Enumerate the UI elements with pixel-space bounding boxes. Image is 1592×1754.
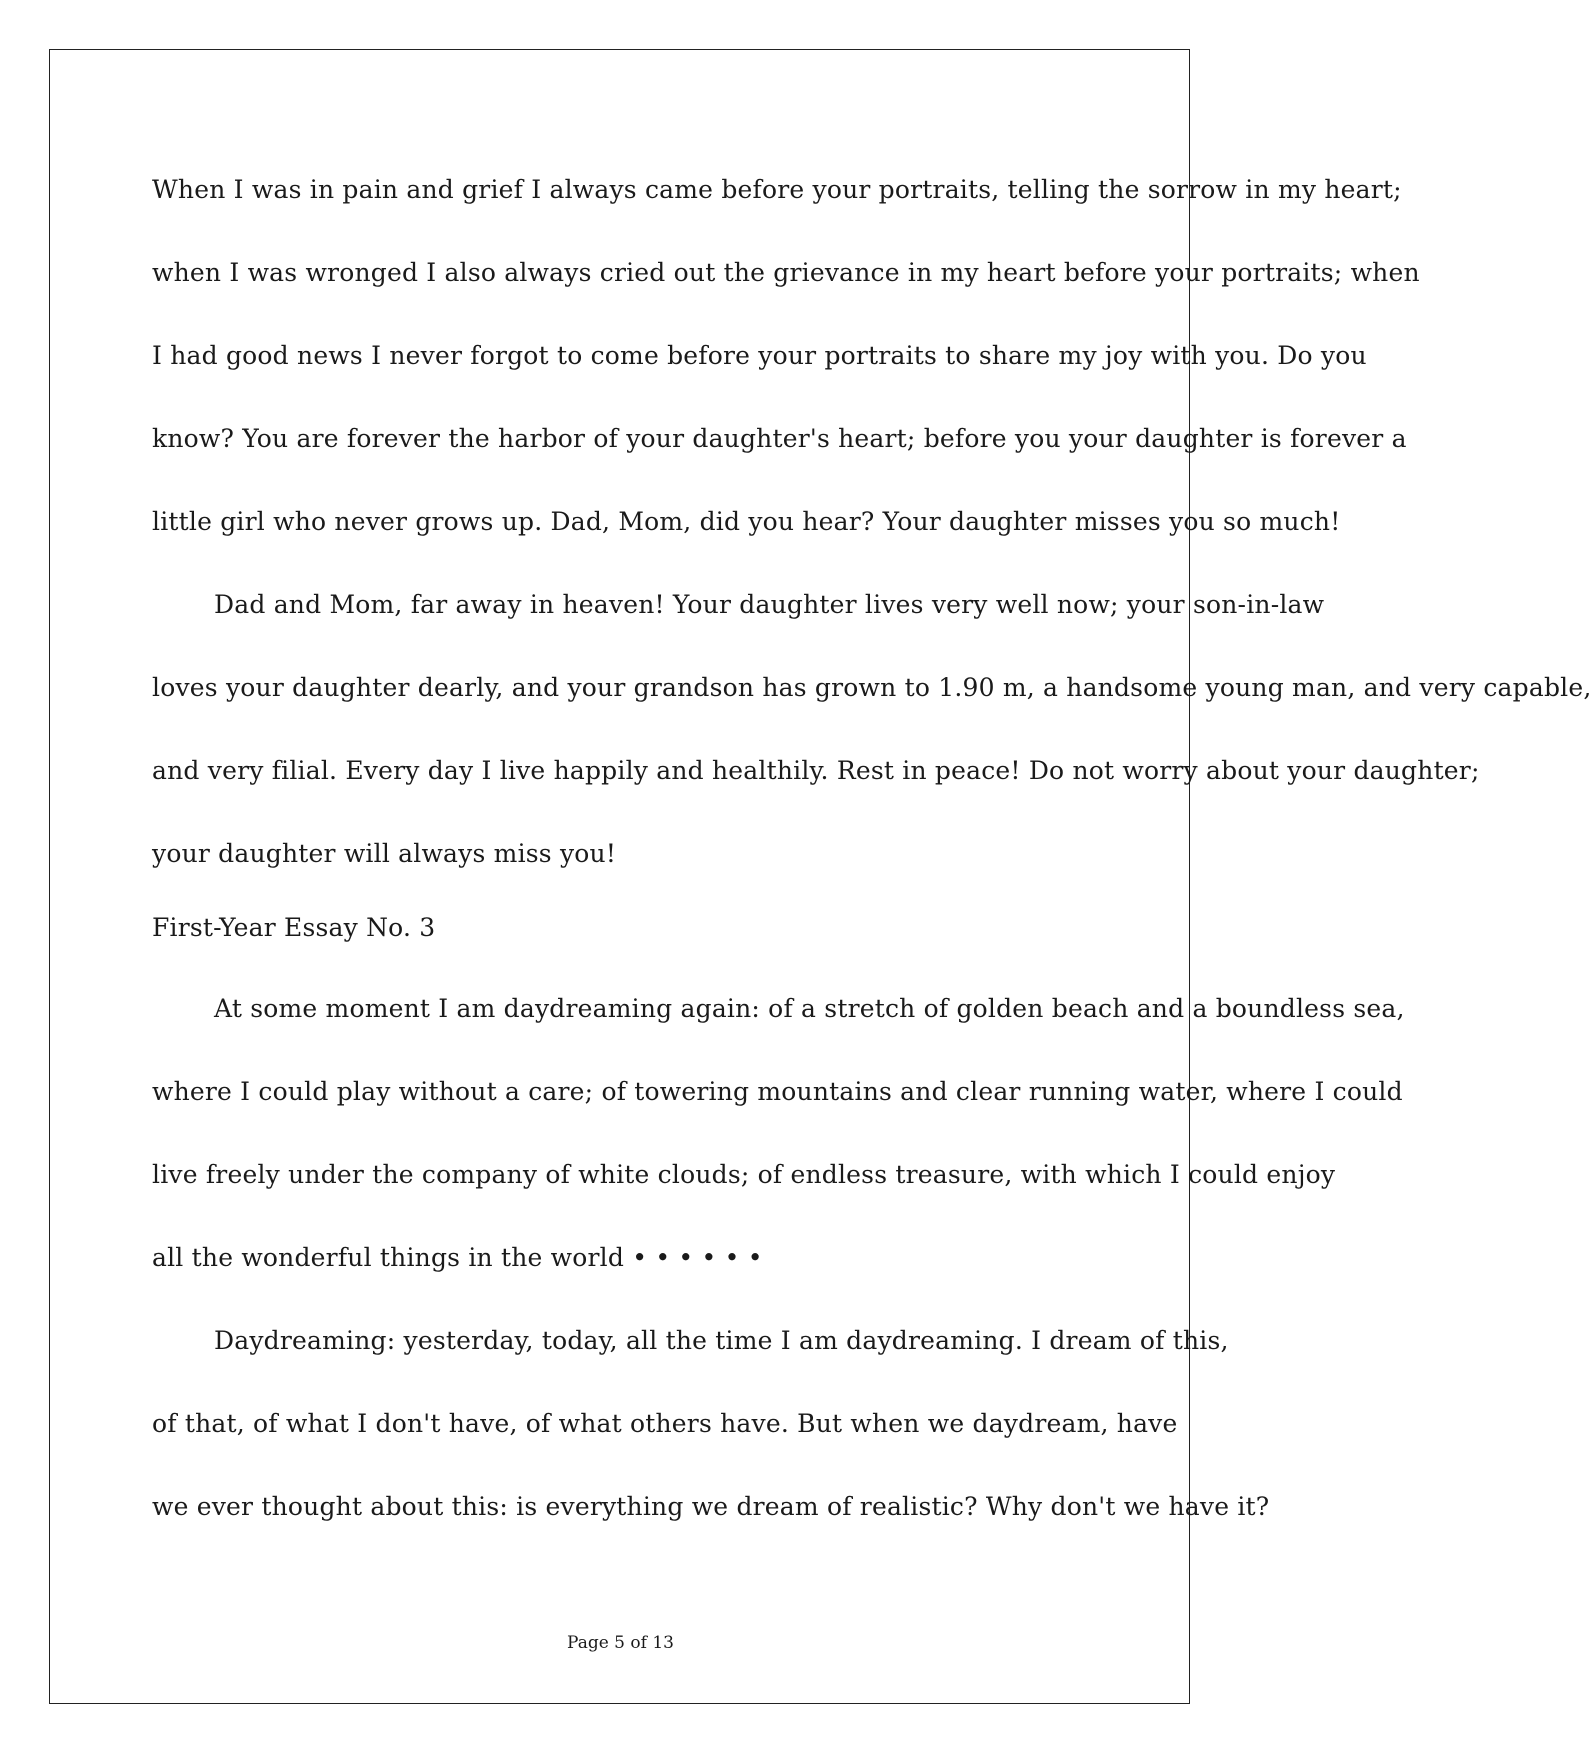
text-line: all the wonderful things in the world • • • • • • <box>152 1243 763 1272</box>
text-line: of that, of what I don't have, of what others have. But when we daydream, have <box>152 1409 1178 1438</box>
paragraph-first-line: Dad and Mom, far away in heaven! Your daughter lives very well now; your son-in-law <box>214 590 1325 619</box>
text-line: live freely under the company of white clouds; of endless treasure, with which I could enjoy <box>152 1160 1336 1189</box>
text-line: little girl who never grows up. Dad, Mom, did you hear? Your daughter misses you so much! <box>152 507 1341 536</box>
text-line: loves your daughter dearly, and your grandson has grown to 1.90 m, a handsome young man, and very capable, <box>152 673 1592 702</box>
text-line: know? You are forever the harbor of your daughter's heart; before you your daughter is forever a <box>152 424 1407 453</box>
text-line: your daughter will always miss you! <box>152 839 617 868</box>
text-line: When I was in pain and grief I always came before your portraits, telling the sorrow in my heart; <box>152 175 1402 204</box>
paragraph-first-line: Daydreaming: yesterday, today, all the time I am daydreaming. I dream of this, <box>214 1326 1229 1355</box>
text-line: I had good news I never forgot to come before your portraits to share my joy with you. Do you <box>152 341 1367 370</box>
page-border <box>49 49 1592 1704</box>
text-line: we ever thought about this: is everything we dream of realistic? Why don't we have it? <box>152 1492 1270 1521</box>
section-heading: First-Year Essay No. 3 <box>152 913 436 942</box>
text-line: and very filial. Every day I live happily and healthily. Rest in peace! Do not worry about your daughter; <box>152 756 1480 785</box>
text-line: where I could play without a care; of towering mountains and clear running water, where I could <box>152 1077 1403 1106</box>
page-number-footer: Page 5 of 13 <box>567 1633 674 1653</box>
paragraph-first-line: At some moment I am daydreaming again: of a stretch of golden beach and a boundless sea, <box>214 994 1405 1023</box>
text-line: when I was wronged I also always cried out the grievance in my heart before your portraits; when <box>152 258 1420 287</box>
